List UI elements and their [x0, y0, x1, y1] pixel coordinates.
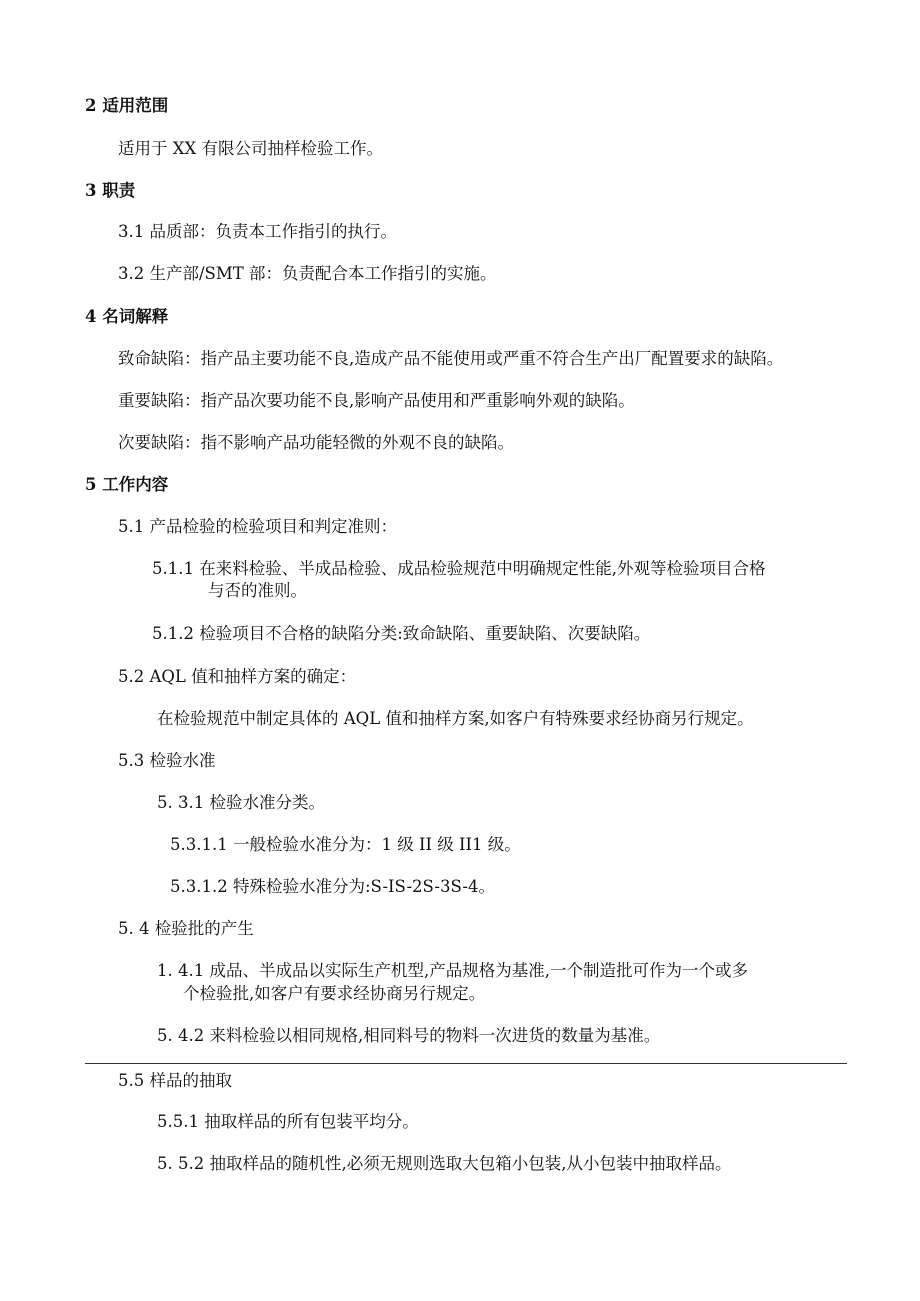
clause-5-2-text: 在检验规范中制定具体的 AQL 值和抽样方案,如客户有特殊要求经协商另行规定。	[157, 709, 754, 728]
definition-item: 重要缺陷：指产品次要功能不良,影响产品使用和严重影响外观的缺陷。	[118, 391, 635, 410]
page-divider	[85, 1063, 847, 1064]
clause-5-4-2: 5. 4.2 来料检验以相同规格,相同料号的物料一次进货的数量为基准。	[157, 1026, 661, 1045]
clause-5-4-1-cont: 个检验批,如客户有要求经协商另行规定。	[183, 984, 486, 1003]
clause-5-5-1: 5.5.1 抽取样品的所有包装平均分。	[157, 1112, 419, 1131]
heading-definitions: 4 名词解释	[85, 307, 169, 326]
clause-5-4-1: 1. 4.1 成品、半成品以实际生产机型,产品规格为基准,一个制造批可作为一个或多	[157, 961, 748, 980]
clause-5-1-2: 5.1.2 检验项目不合格的缺陷分类:致命缺陷、重要缺陷、次要缺陷。	[152, 624, 651, 643]
clause-5-1-1-cont: 与否的准则。	[208, 581, 307, 600]
clause-5-3-1-1: 5.3.1.1 一般检验水准分为：1 级 II 级 II1 级。	[170, 835, 521, 854]
duty-item: 3.1 品质部：负责本工作指引的执行。	[118, 222, 397, 241]
scope-text: 适用于 XX 有限公司抽样检验工作。	[118, 139, 383, 158]
clause-5-1-1: 5.1.1 在来料检验、半成品检验、成品检验规范中明确规定性能,外观等检验项目合格	[152, 559, 766, 578]
clause-5-5-2: 5. 5.2 抽取样品的随机性,必须无规则选取大包箱小包装,从小包装中抽取样品。	[157, 1154, 732, 1173]
clause-5-5: 5.5 样品的抽取	[118, 1071, 232, 1090]
clause-5-3-1: 5. 3.1 检验水准分类。	[157, 793, 325, 812]
definition-item: 致命缺陷：指产品主要功能不良,造成产品不能使用或严重不符合生产出厂配置要求的缺陷。	[118, 349, 784, 368]
heading-duties: 3 职责	[85, 181, 136, 200]
heading-work-content: 5 工作内容	[85, 475, 169, 494]
clause-5-3-1-2: 5.3.1.2 特殊检验水准分为:S-IS-2S-3S-4。	[170, 877, 495, 896]
clause-5-3: 5.3 检验水准	[118, 751, 216, 770]
definition-item: 次要缺陷：指不影响产品功能轻微的外观不良的缺陷。	[118, 433, 514, 452]
heading-scope: 2 适用范围	[85, 96, 169, 115]
clause-5-2: 5.2 AQL 值和抽样方案的确定：	[118, 667, 357, 686]
duty-item: 3.2 生产部/SMT 部：负责配合本工作指引的实施。	[118, 264, 497, 283]
clause-5-4: 5. 4 检验批的产生	[118, 919, 254, 938]
clause-5-1: 5.1 产品检验的检验项目和判定准则：	[118, 517, 397, 536]
